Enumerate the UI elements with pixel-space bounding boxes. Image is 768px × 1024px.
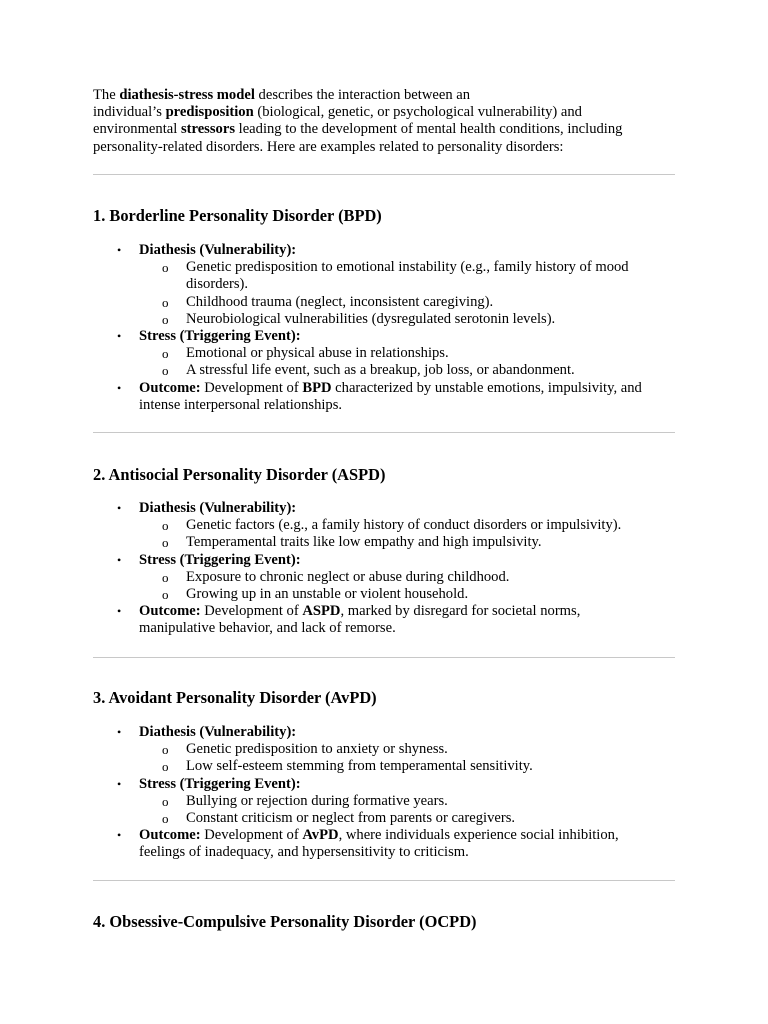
bullet-marker: • — [117, 725, 122, 739]
outcome-label: Outcome: — [139, 379, 201, 396]
list-item-outcome — [93, 380, 693, 397]
bullet-marker: • — [117, 328, 122, 343]
bullet-marker: • — [117, 380, 122, 395]
intro-line — [93, 121, 683, 138]
sub-list-item — [93, 294, 693, 311]
list-item-outcome — [93, 603, 693, 620]
horizontal-divider — [93, 657, 675, 658]
bullet-marker: • — [117, 776, 122, 791]
sub-bullet-marker: o — [162, 742, 169, 758]
sub-bullet-marker: o — [162, 518, 169, 534]
sub-bullet-marker: o — [162, 260, 169, 276]
sub-item-text: Genetic predisposition to emotional instability (e.g., family history of mood — [186, 259, 629, 276]
sub-item-text: Childhood trauma (neglect, inconsistent caregiving). — [186, 293, 494, 310]
section-title-bpd: 1. Borderline Personality Disorder (BPD) — [93, 206, 382, 225]
outcome-label: Outcome: — [139, 827, 201, 844]
list-item-diathesis — [93, 724, 693, 741]
bullet-marker: • — [117, 501, 122, 515]
intro-term-predisposition: predisposition — [165, 104, 254, 121]
list-item-diathesis — [93, 500, 693, 517]
list-item-stress — [93, 776, 693, 793]
sub-list-item — [93, 569, 693, 586]
sub-list-item — [93, 586, 693, 603]
sub-list-item — [93, 362, 693, 379]
sub-list-item — [93, 793, 693, 810]
sub-list-item — [93, 741, 693, 758]
outcome-label: Outcome: — [139, 603, 201, 620]
intro-text: individual’s — [93, 104, 166, 121]
outcome-text: Development of — [200, 603, 303, 620]
sub-item-text: Exposure to chronic neglect or abuse during childhood. — [186, 568, 510, 585]
horizontal-divider — [93, 432, 675, 433]
intro-term-diathesis-stress-model: diathesis-stress model — [119, 87, 255, 103]
sub-bullet-marker: o — [162, 535, 169, 551]
intro-text: leading to the development of mental health conditions, including — [235, 121, 623, 138]
stress-label: Stress (Triggering Event): — [139, 551, 301, 568]
sub-bullet-marker: o — [162, 294, 169, 310]
bullet-marker: • — [117, 604, 122, 619]
sub-item-text: Growing up in an unstable or violent household. — [186, 585, 469, 602]
outcome-continuation: feelings of inadequacy, and hypersensitivity to criticism. — [139, 844, 469, 861]
list-item-stress — [93, 328, 693, 345]
outcome-disorder-abbrev: AvPD — [302, 827, 339, 844]
outcome-continuation: manipulative behavior, and lack of remorse. — [139, 620, 396, 637]
sub-list-item — [93, 758, 693, 775]
list-item-diathesis — [93, 242, 693, 259]
sub-item-text: Genetic predisposition to anxiety or shyness. — [186, 741, 448, 758]
stress-label: Stress (Triggering Event): — [139, 327, 301, 344]
intro-text: environmental — [93, 121, 181, 138]
stress-label: Stress (Triggering Event): — [139, 775, 301, 792]
outcome-text: , marked by disregard for societal norms, — [340, 603, 581, 620]
sub-bullet-marker: o — [162, 311, 169, 327]
sub-bullet-marker: o — [162, 586, 169, 602]
sub-item-text: Constant criticism or neglect from parents or caregivers. — [186, 809, 516, 826]
outcome-continuation: intense interpersonal relationships. — [139, 396, 343, 413]
sub-list-item — [93, 345, 693, 362]
intro-line: personality-related disorders. Here are examples related to personality disorders: — [93, 138, 564, 155]
sub-bullet-marker: o — [162, 793, 169, 809]
section-title-aspd: 2. Antisocial Personality Disorder (ASPD) — [93, 465, 386, 484]
bullet-marker: • — [117, 243, 122, 257]
bullet-marker: • — [117, 828, 122, 843]
outcome-text: , where individuals experience social inhibition, — [338, 827, 619, 844]
sub-bullet-marker: o — [162, 346, 169, 362]
section-list-bpd — [93, 242, 693, 414]
list-item-stress — [93, 552, 693, 569]
diathesis-label: Diathesis (Vulnerability): — [139, 500, 297, 516]
diathesis-label: Diathesis (Vulnerability): — [139, 242, 297, 258]
sub-bullet-marker: o — [162, 569, 169, 585]
intro-term-stressors: stressors — [180, 121, 235, 138]
sub-list-item — [93, 810, 693, 827]
outcome-text: characterized by unstable emotions, impulsivity, and — [331, 379, 642, 396]
list-item-outcome — [93, 827, 693, 844]
sub-item-text: Low self-esteem stemming from temperamental sensitivity. — [186, 758, 533, 775]
sub-list-item — [93, 517, 693, 534]
sub-item-text: Neurobiological vulnerabilities (dysregulated serotonin levels). — [186, 310, 556, 327]
outcome-disorder-abbrev: ASPD — [302, 603, 341, 620]
sub-item-text: Bullying or rejection during formative years. — [186, 792, 448, 809]
sub-item-text: Genetic factors (e.g., a family history of conduct disorders or impulsivity). — [186, 517, 622, 534]
outcome-disorder-abbrev: BPD — [302, 379, 332, 396]
sub-list-item — [93, 311, 693, 328]
sub-item-text: Temperamental traits like low empathy and high impulsivity. — [186, 534, 542, 551]
outcome-text: Development of — [200, 379, 303, 396]
section-title-ocpd: 4. Obsessive-Compulsive Personality Disorder (OCPD) — [93, 912, 477, 931]
sub-item-text: A stressful life event, such as a breakup, job loss, or abandonment. — [186, 362, 575, 379]
section-title-avpd: 3. Avoidant Personality Disorder (AvPD) — [93, 688, 377, 707]
horizontal-divider — [93, 880, 675, 881]
intro-line — [93, 104, 683, 121]
outcome-text: Development of — [200, 827, 303, 844]
intro-text: (biological, genetic, or psychological vulnerability) and — [253, 104, 582, 121]
sub-bullet-marker: o — [162, 810, 169, 826]
intro-line — [93, 87, 683, 104]
sub-item-text: Emotional or physical abuse in relationships. — [186, 345, 449, 362]
sub-list-item — [93, 259, 693, 276]
sub-bullet-marker: o — [162, 759, 169, 775]
intro-text: The — [93, 87, 120, 103]
section-list-aspd — [93, 500, 693, 638]
intro-paragraph — [93, 87, 683, 156]
intro-text: describes the interaction between an — [254, 87, 471, 103]
sub-list-item-continuation: disorders). — [186, 276, 249, 293]
sub-list-item — [93, 534, 693, 551]
diathesis-label: Diathesis (Vulnerability): — [139, 724, 297, 740]
bullet-marker: • — [117, 552, 122, 567]
sub-bullet-marker: o — [162, 363, 169, 379]
horizontal-divider — [93, 174, 675, 175]
section-list-avpd — [93, 724, 693, 862]
